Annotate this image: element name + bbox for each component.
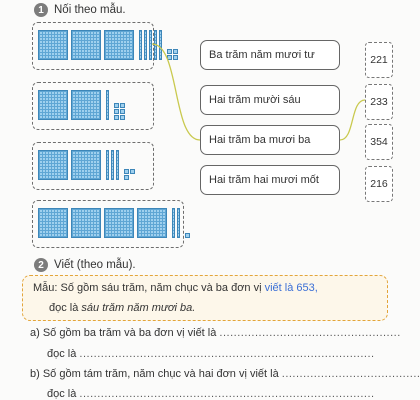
example-box xyxy=(22,275,388,321)
question-b-text: b) Số gồm tám trăm, năm chục và hai đơn vị viết là xyxy=(30,368,282,380)
question-b-read-label: đọc là xyxy=(47,388,80,400)
connector-label3-number233 xyxy=(340,100,365,140)
question-a-text: a) Số gồm ba trăm và ba đơn vị viết là xyxy=(30,327,220,339)
example-line-2 xyxy=(49,302,195,314)
number-box-4[interactable]: 216 xyxy=(365,166,393,202)
exercise-1-badge: 1 xyxy=(34,3,48,17)
example-line-2-italic: sáu trăm năm mươi ba. xyxy=(81,302,196,314)
exercise-2-title: Viết (theo mẫu). xyxy=(54,259,136,271)
question-a-answer-line[interactable]: ................................................... xyxy=(219,327,401,339)
exercise-1-title: Nối theo mẫu. xyxy=(54,4,126,16)
example-line-1-highlight: viết là 653, xyxy=(264,282,318,294)
example-line-1 xyxy=(33,282,318,294)
number-box-3[interactable]: 354 xyxy=(365,124,393,160)
label-box-3[interactable]: Hai trăm ba mươi ba xyxy=(200,125,340,155)
number-box-1[interactable]: 221 xyxy=(365,42,393,78)
question-a-read-label: đọc là xyxy=(47,348,80,360)
label-box-4[interactable]: Hai trăm hai mươi mốt xyxy=(200,165,340,195)
example-line-1-text: Mẫu: Số gồm sáu trăm, năm chục và ba đơn vị xyxy=(33,282,265,294)
question-a-read xyxy=(47,348,375,360)
question-b xyxy=(30,368,420,380)
question-b-answer-line[interactable]: ....................................... xyxy=(281,368,420,380)
label-box-1[interactable]: Ba trăm năm mươi tư xyxy=(200,40,340,70)
example-line-2-text: đọc là xyxy=(49,302,82,314)
exercise-2-badge: 2 xyxy=(34,258,48,272)
question-b-read-answer-line[interactable]: ................................................................................... xyxy=(79,388,375,400)
question-a-read-answer-line[interactable]: ................................................................................... xyxy=(79,348,375,360)
number-box-2[interactable]: 233 xyxy=(365,84,393,120)
question-a xyxy=(30,327,401,339)
label-box-2[interactable]: Hai trăm mười sáu xyxy=(200,85,340,115)
connector-group1-label3 xyxy=(152,44,200,140)
question-b-read xyxy=(47,388,375,400)
